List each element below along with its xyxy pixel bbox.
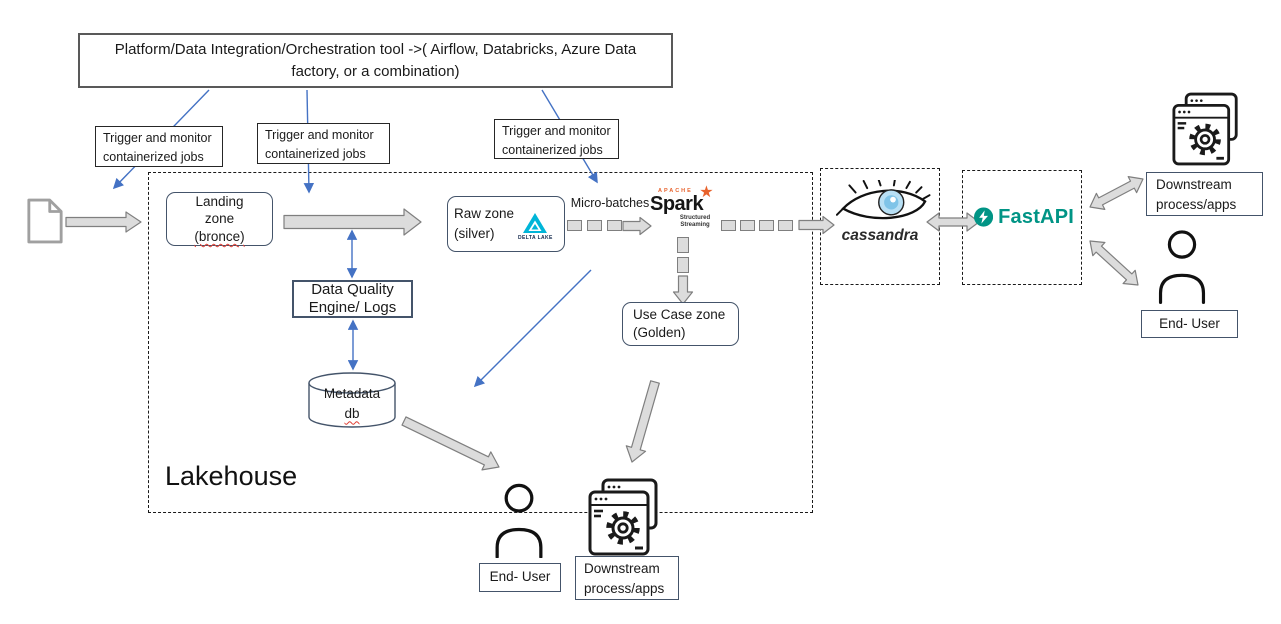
end-user-icon-bottom — [490, 482, 548, 558]
orchestration-tool-box — [78, 33, 673, 88]
spark-sub2: Streaming — [680, 222, 710, 229]
downstream-box-bottom — [575, 556, 679, 600]
flow-arrow-usecase-to-apps — [626, 381, 659, 462]
flow-arrow-batches-to-spark — [623, 218, 651, 235]
spark-structured-streaming-logo — [650, 184, 724, 229]
downstream-box-top — [1146, 172, 1263, 216]
data-quality-box — [292, 280, 413, 318]
delta-lake-caption: DELTA LAKE — [518, 234, 553, 241]
batch-square — [740, 220, 755, 231]
batch-square — [567, 220, 582, 231]
spark-apache-label: APACHE — [658, 188, 693, 194]
batch-square — [778, 220, 793, 231]
spark-star-icon: ★ — [699, 184, 714, 201]
end-user-bottom-label: End- User — [489, 569, 551, 585]
metadata-line2: db — [344, 406, 360, 422]
flow-arrow-spark-to-usecase — [674, 276, 693, 304]
batch-square — [677, 237, 689, 253]
downstream-bottom-line2: process/apps — [584, 581, 665, 597]
end-user-box-right — [1141, 310, 1238, 338]
metadata-line1: Metadata — [323, 386, 381, 401]
delta-lake-icon — [523, 213, 547, 233]
downstream-top-line2: process/apps — [1156, 197, 1237, 213]
raw-line2: (silver) — [454, 226, 495, 241]
raw-zone-label — [454, 204, 514, 245]
trigger-box-1 — [95, 126, 223, 167]
metadata-db-label — [306, 384, 398, 425]
usecase-line2: (Golden) — [633, 325, 686, 340]
stream-to-metadata-arrow — [475, 270, 591, 386]
trigger-box-3 — [494, 119, 619, 159]
document-icon — [26, 197, 64, 245]
spark-name-text: Spark — [650, 193, 704, 215]
downstream-top-line1: Downstream — [1156, 177, 1232, 192]
landing-line3: (bronce) — [194, 228, 245, 244]
batch-square — [721, 220, 736, 231]
raw-zone-box — [447, 196, 565, 252]
landing-line2: zone — [204, 211, 235, 227]
end-user-icon-right — [1154, 228, 1210, 304]
flow-arrow-metadata-to-enduser — [402, 417, 499, 470]
dq-line2: Engine/ Logs — [308, 299, 397, 316]
micro-batches-label: Micro-batches — [570, 196, 650, 210]
downstream-bottom-line1: Downstream — [584, 561, 660, 576]
trigger-box-2 — [257, 123, 390, 164]
downstream-apps-icon-bottom — [588, 478, 660, 556]
cassandra-label: cassandra — [841, 227, 919, 244]
lakehouse-label: Lakehouse — [165, 461, 298, 491]
dq-line1: Data Quality — [311, 281, 394, 298]
fastapi-label: FastAPI — [998, 205, 1074, 228]
trigger-label-1: Trigger and monitor containerized jobs — [103, 131, 212, 164]
delta-lake-logo — [518, 213, 553, 242]
raw-line1: Raw zone — [454, 205, 515, 221]
batch-square — [587, 220, 602, 231]
fastapi-logo — [974, 204, 1074, 230]
spark-subtitle — [676, 215, 714, 229]
flow-arrow-fastapi-downstream — [1090, 177, 1143, 210]
downstream-apps-icon-top — [1172, 92, 1240, 166]
flow-arrow-fastapi-enduser — [1090, 241, 1138, 285]
batch-square — [759, 220, 774, 231]
batch-square — [607, 220, 622, 231]
spark-sub1: Structured — [679, 215, 711, 221]
end-user-box-bottom — [479, 563, 561, 592]
trigger-label-2: Trigger and monitor containerized jobs — [265, 128, 374, 161]
trigger-label-3: Trigger and monitor containerized jobs — [502, 124, 611, 157]
flow-arrow-source-to-lakehouse — [66, 212, 141, 232]
end-user-right-label: End- User — [1159, 315, 1220, 331]
fastapi-bolt-icon — [974, 204, 993, 230]
landing-line1: Landing — [195, 193, 244, 209]
batch-square — [677, 257, 689, 273]
usecase-line1: Use Case zone — [633, 307, 726, 323]
cassandra-eye-icon — [836, 180, 934, 230]
landing-zone-box — [166, 192, 273, 246]
use-case-zone-box — [622, 302, 739, 346]
orchestration-tool-label: Platform/Data Integration/Orchestration tool ->( Airflow, Databricks, Azure Data factory, or a combination) — [114, 40, 637, 80]
